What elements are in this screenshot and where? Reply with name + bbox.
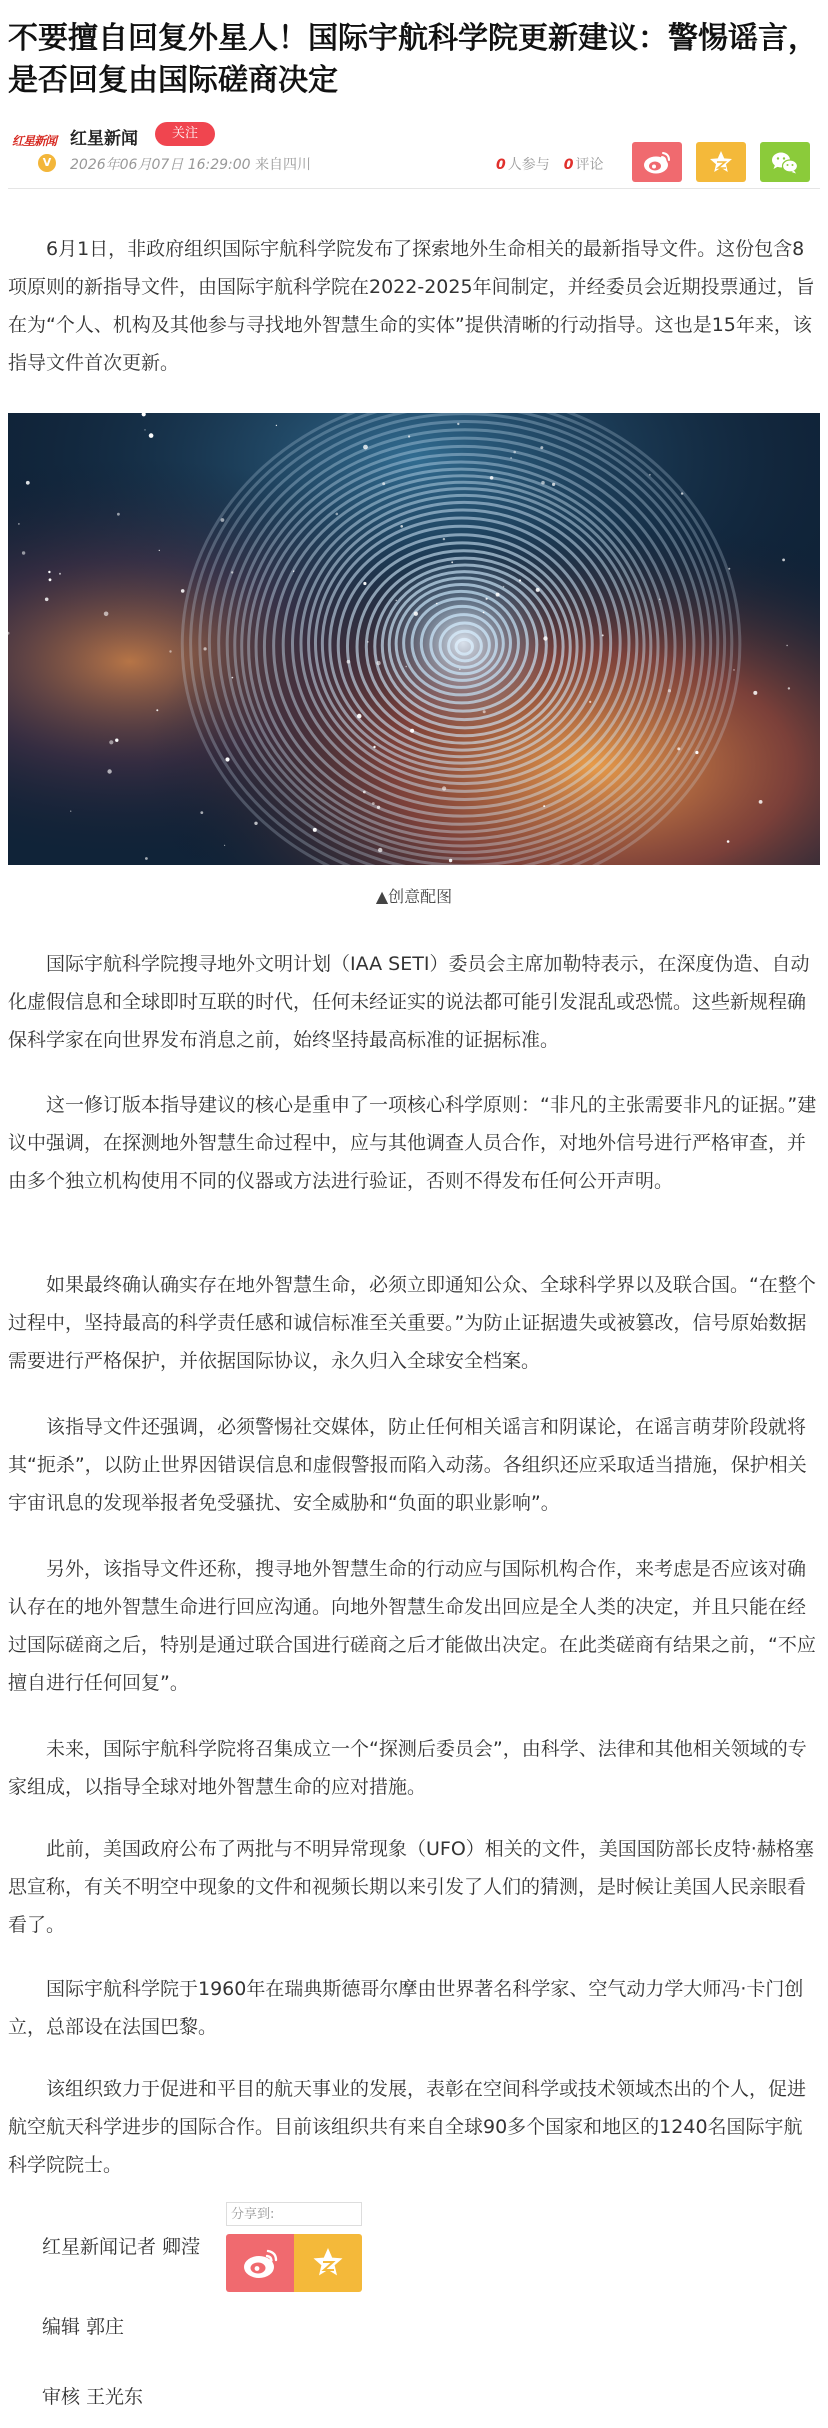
qzone-star-icon xyxy=(294,2234,362,2292)
paragraph-9: 国际宇航科学院于1960年在瑞典斯德哥尔摩由世界著名科学家、空气动力学大师冯·卡门创立，总部设在法国巴黎。 xyxy=(8,1978,804,2038)
comments-count: 0 xyxy=(563,157,574,173)
meta-bar xyxy=(8,118,820,190)
share-wechat-button[interactable] xyxy=(760,142,810,182)
share-weibo-button[interactable] xyxy=(632,142,682,182)
article-image xyxy=(8,413,820,865)
publish-origin: 来自四川 xyxy=(255,157,312,173)
paragraph-7: 未来，国际宇航科学院将召集成立一个“探测后委员会”，由科学、法律和其他相关领域的专家组成，以指导全球对地外智慧生命的应对措施。 xyxy=(8,1738,807,1798)
weibo-icon xyxy=(226,2234,294,2292)
qzone-star-icon xyxy=(696,142,746,182)
follow-button[interactable]: 关注 xyxy=(155,122,215,146)
credit-reviewer: 审核 王光东 xyxy=(42,2386,144,2408)
source-logo[interactable] xyxy=(8,132,60,178)
paragraph-10: 该组织致力于促进和平目的航天事业的发展，表彰在空间科学或技术领域杰出的个人，促进航空航天科学进步的国际合作。目前该组织共有来自全球90多个国家和地区的1240名国际宇航科学院院士。 xyxy=(8,2078,807,2176)
wechat-icon xyxy=(760,142,810,182)
credit-reporter: 红星新闻记者 卿滢 xyxy=(42,2236,201,2258)
paragraph-3: 这一修订版本指导建议的核心是重申了一项核心科学原则：“非凡的主张需要非凡的证据。”建议中强调，在探测地外智慧生命过程中，应与其他调查人员合作，对地外信号进行严格审查，并由多个独立机构使用不同的仪器或方法进行验证，否则不得发布任何公开声明。 xyxy=(8,1094,817,1192)
paragraph-6: 另外，该指导文件还称，搜寻地外智慧生命的行动应与国际机构合作，来考虑是否应该对确认存在的地外智慧生命进行回应沟通。向地外智慧生命发出回应是全人类的决定，并且只能在经过国际磋商之后，特别是通过联合国进行磋商之后才能做出决定。在此类磋商有结果之前，“不应擅自进行任何回复”。 xyxy=(8,1558,816,1694)
source-name[interactable]: 红星新闻 xyxy=(70,129,138,149)
verified-badge-icon: V xyxy=(38,154,56,172)
popup-share-weibo-button[interactable] xyxy=(226,2234,294,2292)
share-popup xyxy=(226,2202,364,2312)
share-label: 分享到: xyxy=(226,2202,362,2226)
meta-divider xyxy=(8,188,820,189)
article-title: 不要擅自回复外星人！国际宇航科学院更新建议：警惕谣言，是否回复由国际磋商决定 xyxy=(8,21,818,98)
publish-time xyxy=(70,154,311,174)
image-caption: ▲创意配图 xyxy=(375,887,453,906)
paragraph-5: 该指导文件还强调，必须警惕社交媒体，防止任何相关谣言和阴谋论，在谣言萌芽阶段就将其“扼杀”，以防止世界因错误信息和虚假警报而陷入动荡。各组织还应采取适当措施，保护相关宇宙讯息的发现举报者免受骚扰、安全威胁和“负面的职业影响”。 xyxy=(8,1416,807,1514)
participants-label[interactable]: 人参与 xyxy=(507,157,550,173)
popup-share-qzone-button[interactable] xyxy=(294,2234,362,2292)
comments-label[interactable]: 评论 xyxy=(575,157,604,173)
paragraph-1: 6月1日，非政府组织国际宇航科学院发布了探索地外生命相关的最新指导文件。这份包含8项原则的新指导文件，由国际宇航科学院在2022-2025年间制定，并经委员会近期投票通过，旨在为“个人、机构及其他参与寻找地外智慧生命的实体”提供清晰的行动指导。这也是15年来，该指导文件首次更新。 xyxy=(8,238,815,374)
engagement-stats xyxy=(496,154,604,174)
paragraph-4: 如果最终确认确实存在地外智慧生命，必须立即通知公众、全球科学界以及联合国。“在整个过程中，坚持最高的科学责任感和诚信标准至关重要。”为防止证据遗失或被篡改，信号原始数据需要进行严格保护，并依据国际协议，永久归入全球安全档案。 xyxy=(8,1274,816,1372)
logo-text: 红星新闻 xyxy=(11,134,56,148)
participants-count: 0 xyxy=(496,157,506,173)
paragraph-2: 国际宇航科学院搜寻地外文明计划（IAA SETI）委员会主席加勒特表示，在深度伪造、自动化虚假信息和全球即时互联的时代，任何未经证实的说法都可能引发混乱或恐慌。这些新规程确保科学家在向世界发布消息之前，始终坚持最高标准的证据标准。 xyxy=(8,953,810,1051)
share-qzone-button[interactable] xyxy=(696,142,746,182)
paragraph-8: 此前，美国政府公布了两批与不明异常现象（UFO）相关的文件，美国国防部长皮特·赫格塞思宣称，有关不明空中现象的文件和视频长期以来引发了人们的猜测，是时候让美国人民亲眼看看了。 xyxy=(8,1838,814,1936)
publish-datetime: 2026年06月07日 16:29:00 xyxy=(70,157,251,173)
fingerprint-galaxy-image xyxy=(8,413,820,865)
weibo-icon xyxy=(632,142,682,182)
credit-editor: 编辑 郭庄 xyxy=(42,2316,125,2338)
